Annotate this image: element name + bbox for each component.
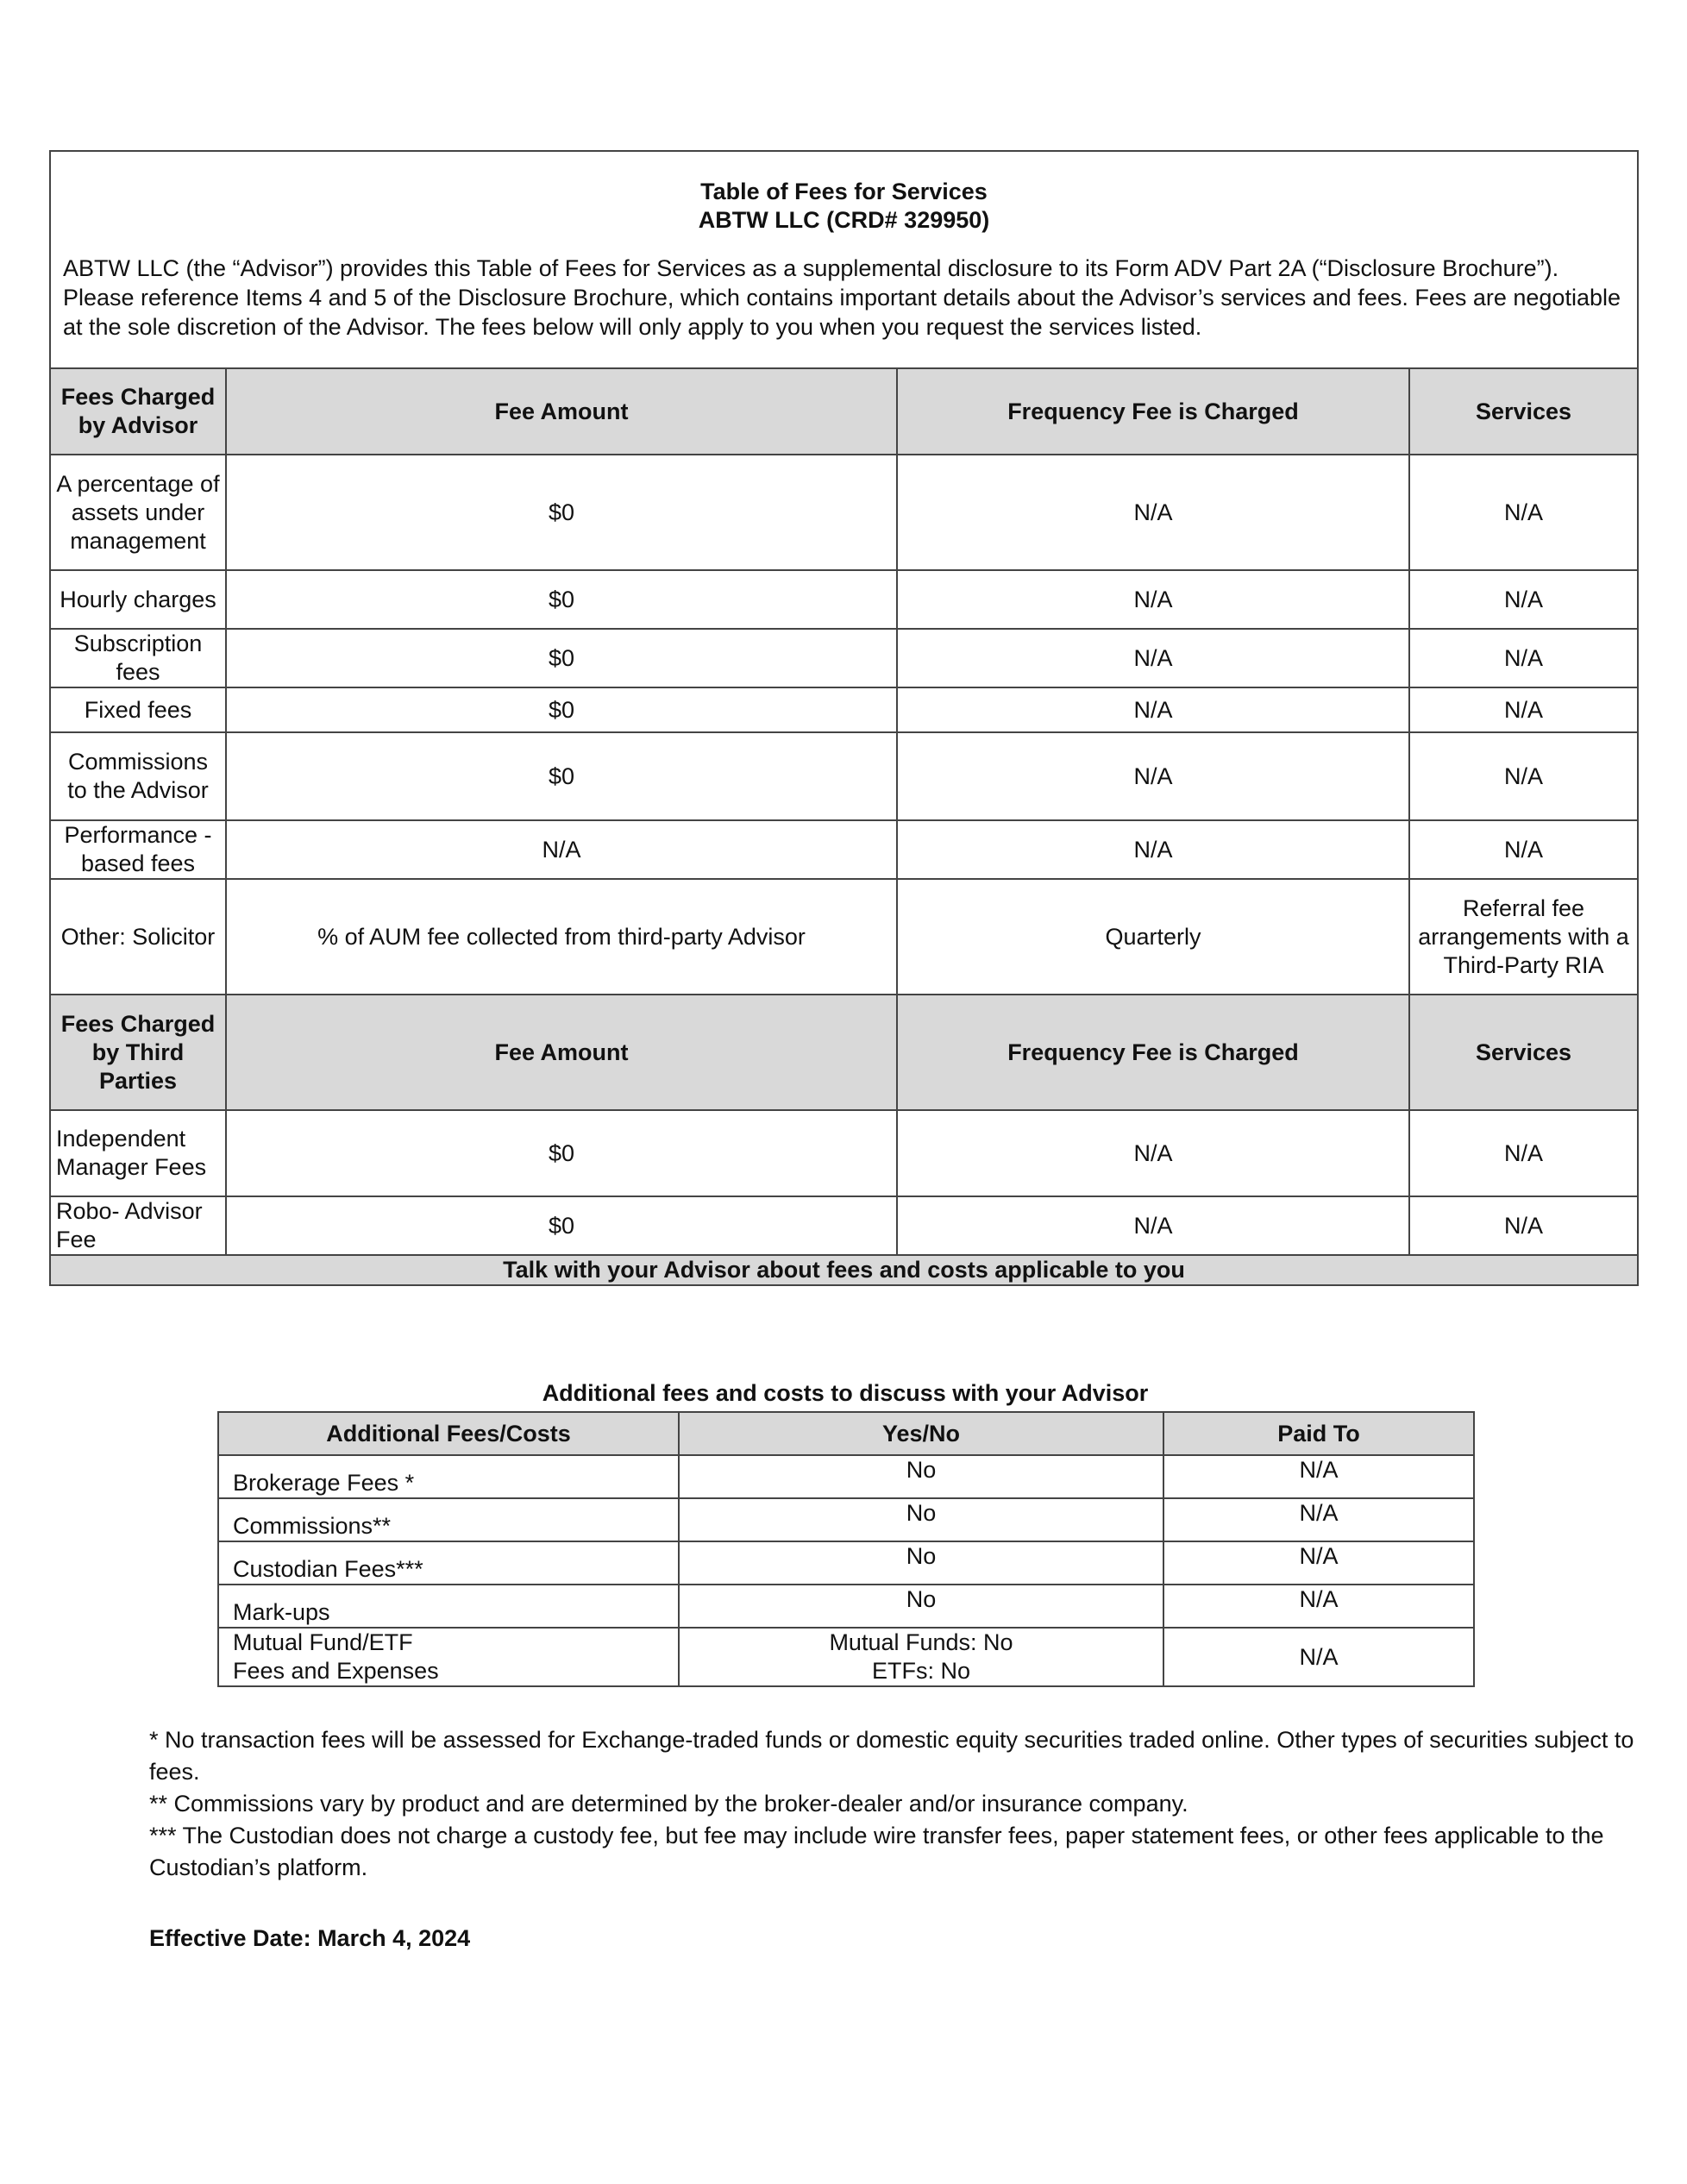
document-title: Table of Fees for Services: [700, 179, 988, 204]
fee-frequency: N/A: [897, 687, 1409, 732]
column-header: Additional Fees/Costs: [218, 1412, 679, 1455]
additional-fee-name: [218, 1628, 679, 1686]
additional-fee-yesno: No: [679, 1541, 1163, 1585]
fee-services: N/A: [1409, 820, 1637, 879]
fee-services: N/A: [1409, 455, 1637, 570]
fee-type: Subscription fees: [51, 629, 226, 687]
additional-fee-paid-to: N/A: [1163, 1498, 1474, 1541]
fee-type: Hourly charges: [51, 570, 226, 629]
fee-frequency: N/A: [897, 1196, 1409, 1255]
table-row: [51, 820, 1637, 879]
mutual-fund-label-line1: Mutual Fund/ETF: [233, 1629, 413, 1655]
additional-fee-name: Mark-ups: [218, 1585, 679, 1628]
fees-table: [51, 367, 1637, 1284]
fee-amount: $0: [226, 1110, 897, 1196]
effective-date: Effective Date: March 4, 2024: [149, 1925, 471, 1951]
column-header: Fee Amount: [226, 368, 897, 455]
talk-banner-row: [51, 1255, 1637, 1284]
fee-frequency: N/A: [897, 732, 1409, 820]
document-subtitle: ABTW LLC (CRD# 329950): [698, 207, 990, 233]
additional-fee-yesno: No: [679, 1455, 1163, 1498]
column-header: Fees Charged by Third Parties: [51, 995, 226, 1110]
table-row: [218, 1541, 1474, 1585]
table-row: [51, 687, 1637, 732]
fee-amount: $0: [226, 629, 897, 687]
table-row: [218, 1498, 1474, 1541]
mutual-funds-value: Mutual Funds: No: [829, 1629, 1013, 1655]
fee-frequency: N/A: [897, 629, 1409, 687]
column-header: Services: [1409, 995, 1637, 1110]
fee-services: N/A: [1409, 1196, 1637, 1255]
fee-services: Referral fee arrangements with a Third-Party RIA: [1409, 879, 1637, 995]
document-header: [51, 152, 1637, 235]
additional-fee-name: Custodian Fees***: [218, 1541, 679, 1585]
fee-amount: $0: [226, 1196, 897, 1255]
fee-amount: % of AUM fee collected from third-party Advisor: [226, 879, 897, 995]
column-header: Yes/No: [679, 1412, 1163, 1455]
advisor-header-row: [51, 368, 1637, 455]
additional-fee-yesno: No: [679, 1498, 1163, 1541]
footnote: ** Commissions vary by product and are determined by the broker-dealer and/or insurance company.: [149, 1791, 1188, 1817]
fee-type: Performance -based fees: [51, 820, 226, 879]
column-header: Fees Charged by Advisor: [51, 368, 226, 455]
fee-frequency: N/A: [897, 820, 1409, 879]
table-row: [51, 455, 1637, 570]
additional-fees-caption: Additional fees and costs to discuss with your Advisor: [542, 1380, 1149, 1406]
additional-fee-paid-to: N/A: [1163, 1628, 1474, 1686]
table-row: [218, 1585, 1474, 1628]
fee-frequency: Quarterly: [897, 879, 1409, 995]
column-header: Frequency Fee is Charged: [897, 995, 1409, 1110]
fee-amount: $0: [226, 570, 897, 629]
additional-fee-paid-to: N/A: [1163, 1585, 1474, 1628]
fee-frequency: N/A: [897, 570, 1409, 629]
column-header: Fee Amount: [226, 995, 897, 1110]
additional-header-row: [218, 1412, 1474, 1455]
fee-services: N/A: [1409, 629, 1637, 687]
fee-type: Commissions to the Advisor: [51, 732, 226, 820]
table-row: [51, 570, 1637, 629]
fee-services: N/A: [1409, 732, 1637, 820]
fee-frequency: N/A: [897, 1110, 1409, 1196]
fee-amount: $0: [226, 687, 897, 732]
mutual-fund-label-line2: Fees and Expenses: [233, 1658, 439, 1684]
fee-type: Other: Solicitor: [51, 879, 226, 995]
fee-type: Robo- Advisor Fee: [51, 1196, 226, 1255]
intro-paragraph: ABTW LLC (the “Advisor”) provides this Table of Fees for Services as a supplemental disclosure to its Form ADV Part 2A (“Disclosure Brochure”). Please reference Items 4 and 5 of the Disclosure Brochure, which contains important details about the Advisor’s services and fees. Fees are negotiable at the sole discretion of the Advisor. The fees below will only apply to you when you request the services listed.: [63, 255, 1621, 340]
fee-table-box: [49, 150, 1639, 1286]
fee-amount: $0: [226, 455, 897, 570]
fee-services: N/A: [1409, 687, 1637, 732]
table-row: [51, 732, 1637, 820]
table-row: [51, 879, 1637, 995]
fee-amount: $0: [226, 732, 897, 820]
fee-amount: N/A: [226, 820, 897, 879]
column-header: Paid To: [1163, 1412, 1474, 1455]
fee-type: Independent Manager Fees: [51, 1110, 226, 1196]
additional-fee-name: Brokerage Fees *: [218, 1455, 679, 1498]
fee-type: Fixed fees: [51, 687, 226, 732]
additional-fee-yesno: [679, 1628, 1163, 1686]
table-row: [51, 1110, 1637, 1196]
column-header: Frequency Fee is Charged: [897, 368, 1409, 455]
additional-fee-yesno: No: [679, 1585, 1163, 1628]
fee-services: N/A: [1409, 570, 1637, 629]
footnote: *** The Custodian does not charge a custody fee, but fee may include wire transfer fees, paper statement fees, or other fees applicable to the Custodian’s platform.: [149, 1823, 1604, 1880]
table-row: [218, 1455, 1474, 1498]
additional-fee-paid-to: N/A: [1163, 1541, 1474, 1585]
footnotes: [149, 1724, 1639, 1884]
table-row: [51, 629, 1637, 687]
talk-banner: Talk with your Advisor about fees and costs applicable to you: [51, 1255, 1637, 1284]
fee-type: A percentage of assets under management: [51, 455, 226, 570]
etfs-value: ETFs: No: [871, 1658, 970, 1684]
additional-fee-paid-to: N/A: [1163, 1455, 1474, 1498]
fee-services: N/A: [1409, 1110, 1637, 1196]
additional-fees-table: [217, 1411, 1475, 1687]
table-row: [51, 1196, 1637, 1255]
column-header: Services: [1409, 368, 1637, 455]
additional-fee-name: Commissions**: [218, 1498, 679, 1541]
third-party-header-row: [51, 995, 1637, 1110]
fee-frequency: N/A: [897, 455, 1409, 570]
table-row: [218, 1628, 1474, 1686]
footnote: * No transaction fees will be assessed for Exchange-traded funds or domestic equity securities traded online. Other types of securities subject to fees.: [149, 1727, 1634, 1785]
